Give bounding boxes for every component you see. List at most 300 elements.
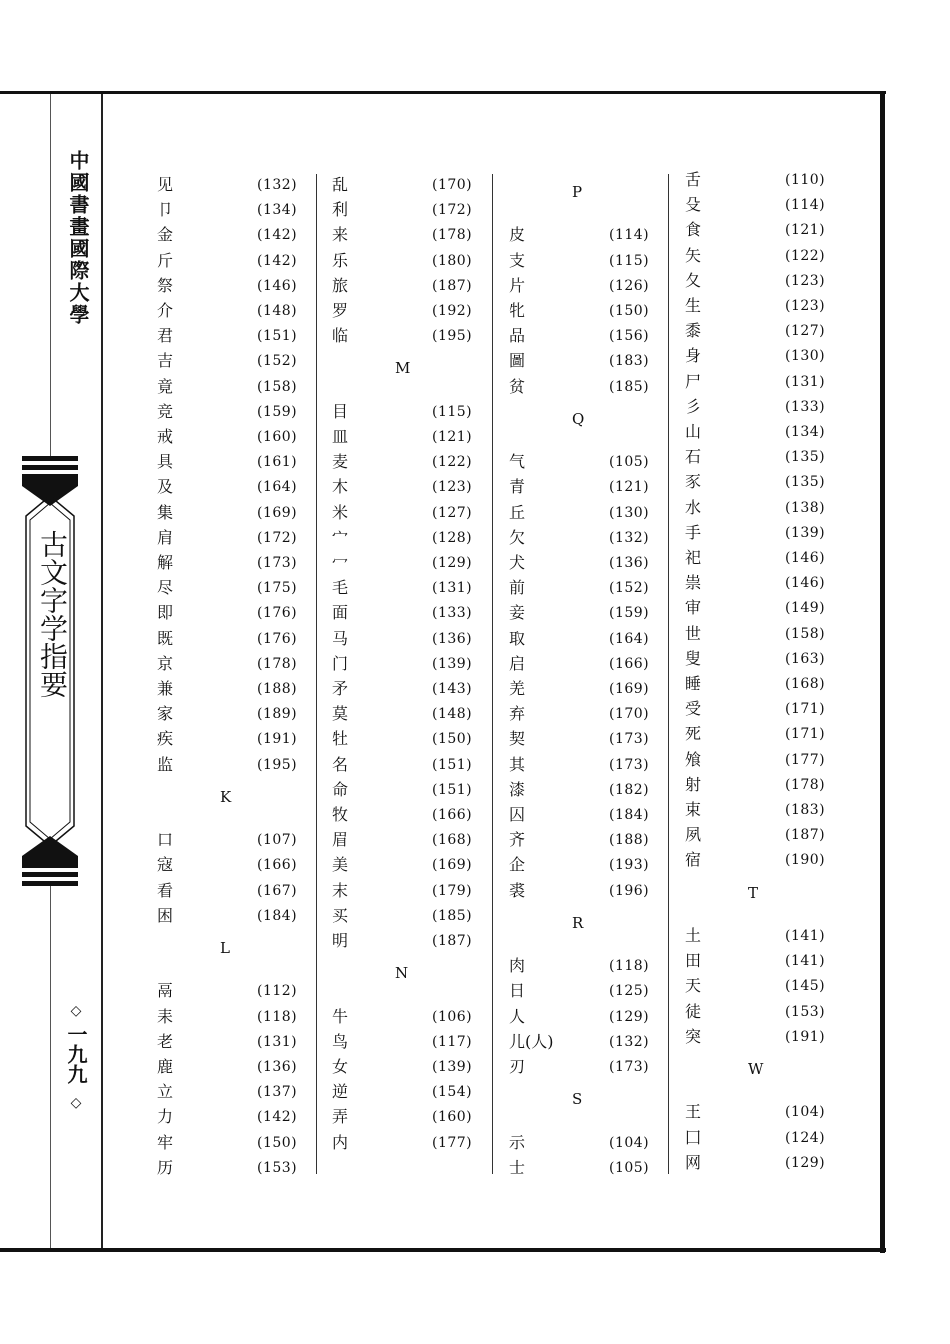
entry-character: 世	[685, 623, 702, 643]
index-entry	[685, 546, 835, 570]
index-entry	[685, 344, 835, 368]
entry-character: 斤	[157, 250, 174, 270]
entry-page-ref: (175)	[257, 580, 298, 597]
entry-character: 束	[685, 800, 702, 819]
entry-page-ref: (129)	[609, 1008, 650, 1025]
index-entry	[157, 1055, 307, 1079]
index-entry	[332, 778, 482, 802]
section-letter: R	[572, 913, 584, 932]
entry-page-ref: (160)	[257, 429, 298, 445]
index-entry	[509, 1131, 659, 1155]
entry-character: 圖	[509, 351, 526, 371]
index-entry	[332, 450, 482, 474]
index-entry	[332, 249, 482, 273]
entry-character: 京	[157, 653, 174, 673]
column-divider	[668, 174, 669, 1174]
entry-page-ref: (166)	[609, 655, 650, 672]
index-entry	[685, 949, 835, 973]
index-entry	[685, 193, 835, 217]
entry-page-ref: (118)	[257, 1008, 298, 1025]
entry-page-ref: (125)	[609, 983, 650, 1000]
entry-character: 弃	[509, 704, 526, 724]
index-entry	[509, 475, 659, 499]
entry-character: 生	[685, 296, 702, 315]
entry-character: 欠	[509, 527, 526, 547]
entry-character: 牝	[509, 301, 526, 320]
entry-page-ref: (164)	[257, 479, 298, 496]
page-frame-right	[880, 91, 885, 1253]
entry-page-ref: (171)	[785, 726, 826, 743]
index-entry	[685, 697, 835, 721]
index-entry	[509, 1156, 659, 1180]
index-entry	[157, 526, 307, 550]
entry-character: 飧	[685, 749, 702, 769]
index-entry	[157, 879, 307, 903]
index-entry	[332, 1080, 482, 1104]
index-entry	[332, 223, 482, 247]
index-entry	[332, 929, 482, 953]
entry-page-ref: (178)	[432, 227, 473, 244]
entry-page-ref: (150)	[432, 731, 473, 748]
index-entry	[509, 954, 659, 978]
index-entry	[685, 974, 835, 998]
entry-page-ref: (187)	[432, 933, 473, 949]
entry-character: 突	[685, 1026, 702, 1046]
entry-character: 金	[157, 225, 174, 245]
entry-character: 尸	[685, 371, 702, 391]
entry-character: 夂	[685, 270, 702, 290]
entry-page-ref: (188)	[257, 681, 298, 697]
entry-page-ref: (105)	[609, 454, 650, 471]
index-entry	[157, 249, 307, 273]
index-entry	[157, 198, 307, 222]
entry-page-ref: (176)	[257, 605, 298, 622]
index-entry	[157, 979, 307, 1003]
index-entry	[332, 904, 482, 928]
index-entry	[332, 1105, 482, 1129]
index-entry	[332, 526, 482, 550]
index-entry	[157, 400, 307, 424]
entry-character: 利	[332, 200, 349, 220]
entry-character: 目	[332, 401, 349, 421]
index-entry	[157, 753, 307, 777]
entry-page-ref: (169)	[609, 681, 650, 697]
entry-character: 竞	[157, 401, 174, 421]
entry-character: 尽	[157, 578, 174, 598]
entry-character: 乱	[332, 175, 349, 194]
index-entry	[332, 753, 482, 777]
entry-page-ref: (132)	[609, 529, 650, 546]
entry-character: 漆	[509, 779, 526, 799]
index-entry	[509, 526, 659, 550]
index-entry	[509, 223, 659, 247]
entry-page-ref: (184)	[609, 807, 650, 823]
page-frame-bottom	[0, 1248, 886, 1252]
index-entry	[332, 551, 482, 575]
section-letter: K	[220, 787, 232, 806]
diamond-ornament-bottom: ◇	[70, 1095, 82, 1111]
publisher-name: 中國書畫國際大學	[66, 150, 90, 326]
index-entry	[509, 576, 659, 600]
entry-page-ref: (124)	[785, 1129, 826, 1146]
entry-character: 乐	[332, 250, 349, 270]
index-entry	[685, 1126, 835, 1150]
entry-character: 卩	[157, 200, 174, 220]
entry-character: 麦	[332, 452, 349, 472]
index-entry	[157, 1030, 307, 1054]
book-title: 古文字学指要	[36, 530, 69, 698]
index-entry	[685, 596, 835, 620]
entry-page-ref: (117)	[432, 1033, 473, 1050]
entry-page-ref: (149)	[785, 600, 826, 617]
entry-character: 审	[685, 598, 702, 618]
entry-character: 妾	[509, 603, 526, 623]
entry-character: 石	[685, 447, 702, 467]
index-entry	[332, 627, 482, 651]
entry-character: 寇	[157, 855, 174, 875]
entry-character: 吉	[157, 351, 174, 371]
index-entry	[157, 450, 307, 474]
index-entry	[332, 853, 482, 877]
entry-character: 契	[509, 729, 526, 749]
entry-character: 肉	[509, 956, 526, 976]
index-entry	[509, 249, 659, 273]
index-entry	[157, 727, 307, 751]
index-entry	[332, 702, 482, 726]
entry-page-ref: (138)	[785, 499, 826, 516]
index-entry	[509, 853, 659, 877]
entry-character: 启	[509, 653, 526, 673]
entry-page-ref: (196)	[609, 882, 650, 899]
entry-page-ref: (168)	[432, 832, 473, 849]
entry-page-ref: (107)	[257, 832, 298, 849]
index-entry	[685, 1151, 835, 1175]
entry-character: 历	[157, 1157, 174, 1177]
index-entry	[157, 853, 307, 877]
entry-page-ref: (170)	[609, 706, 650, 723]
entry-character: 门	[332, 653, 349, 673]
index-entry	[157, 475, 307, 499]
entry-character: 力	[157, 1107, 174, 1127]
index-entry	[157, 1156, 307, 1180]
entry-page-ref: (134)	[785, 424, 826, 440]
index-entry	[509, 627, 659, 651]
entry-character: 丘	[509, 502, 526, 522]
entry-character: 末	[332, 880, 349, 900]
index-entry	[332, 677, 482, 701]
entry-character: 死	[685, 724, 702, 744]
entry-character: 明	[332, 931, 349, 950]
entry-page-ref: (170)	[432, 177, 473, 193]
entry-character: 土	[685, 926, 702, 945]
index-entry	[157, 324, 307, 348]
index-entry	[332, 803, 482, 827]
entry-page-ref: (178)	[785, 776, 826, 793]
entry-page-ref: (152)	[609, 580, 650, 597]
index-entry	[685, 168, 835, 192]
index-entry	[332, 198, 482, 222]
entry-page-ref: (185)	[609, 378, 650, 395]
index-entry	[685, 496, 835, 520]
index-entry	[157, 1131, 307, 1155]
entry-character: 宿	[685, 850, 702, 870]
index-entry	[157, 1080, 307, 1104]
entry-page-ref: (193)	[609, 857, 650, 874]
index-entry	[332, 828, 482, 852]
entry-page-ref: (189)	[257, 706, 298, 723]
entry-page-ref: (131)	[432, 580, 473, 597]
entry-page-ref: (118)	[609, 958, 650, 975]
entry-character: 即	[157, 603, 174, 623]
entry-character: 其	[509, 754, 526, 774]
index-entry	[685, 848, 835, 872]
index-entry	[685, 470, 835, 494]
column-divider	[316, 174, 317, 1174]
index-entry	[332, 879, 482, 903]
entry-page-ref: (129)	[432, 555, 473, 571]
sidebar-border	[101, 94, 103, 1248]
page-number	[56, 998, 96, 1116]
entry-page-ref: (122)	[432, 454, 473, 471]
entry-page-ref: (146)	[785, 550, 826, 566]
index-entry	[157, 349, 307, 373]
entry-page-ref: (129)	[785, 1154, 826, 1171]
entry-character: 人	[509, 1006, 526, 1026]
entry-character: 毛	[332, 578, 349, 598]
index-entry	[509, 1030, 659, 1054]
index-entry	[685, 420, 835, 444]
entry-character: 裘	[509, 880, 526, 900]
index-entry	[332, 1131, 482, 1155]
entry-character: 黍	[685, 321, 702, 341]
index-entry	[157, 652, 307, 676]
index-entry	[685, 269, 835, 293]
index-entry	[685, 647, 835, 671]
index-entry	[685, 370, 835, 394]
index-entry	[509, 727, 659, 751]
entry-page-ref: (166)	[257, 857, 298, 874]
entry-page-ref: (151)	[432, 756, 473, 773]
entry-character: 买	[332, 905, 349, 925]
entry-page-ref: (114)	[609, 227, 650, 244]
entry-character: 祀	[685, 548, 702, 567]
entry-page-ref: (141)	[785, 928, 826, 944]
index-entry	[157, 576, 307, 600]
entry-character: 前	[509, 578, 526, 598]
entry-page-ref: (183)	[609, 353, 650, 370]
entry-character: 矛	[332, 679, 349, 698]
index-entry	[332, 173, 482, 197]
index-entry	[509, 979, 659, 1003]
entry-character: 肩	[157, 527, 174, 547]
entry-page-ref: (139)	[785, 524, 826, 541]
entry-character: 木	[332, 477, 349, 497]
index-entry	[332, 400, 482, 424]
section-letter: S	[572, 1090, 583, 1109]
entry-character: 王	[685, 1102, 702, 1122]
entry-character: 犬	[509, 553, 526, 572]
index-entry	[157, 274, 307, 298]
entry-page-ref: (127)	[432, 504, 473, 521]
entry-character: 牧	[332, 805, 349, 824]
entry-character: 徒	[685, 1001, 702, 1021]
index-entry	[157, 677, 307, 701]
index-entry	[157, 551, 307, 575]
index-entry	[157, 375, 307, 399]
entry-character: 受	[685, 699, 702, 719]
entry-page-ref: (177)	[432, 1134, 473, 1151]
entry-page-ref: (146)	[257, 277, 298, 294]
entry-page-ref: (145)	[785, 978, 826, 995]
entry-page-ref: (183)	[785, 802, 826, 818]
entry-character: 鸟	[332, 1031, 349, 1051]
index-entry	[685, 521, 835, 545]
entry-character: 羌	[509, 679, 526, 698]
index-entry	[509, 879, 659, 903]
entry-character: 米	[332, 502, 349, 522]
section-letter: W	[748, 1060, 764, 1078]
entry-page-ref: (123)	[785, 298, 826, 314]
entry-page-ref: (180)	[432, 252, 473, 269]
entry-character: 女	[332, 1057, 349, 1076]
entry-character: 取	[509, 628, 526, 648]
entry-page-ref: (152)	[257, 353, 298, 370]
entry-character: 面	[332, 603, 349, 623]
index-entry	[685, 798, 835, 822]
entry-character: 莫	[332, 704, 349, 724]
entry-character: 见	[157, 175, 174, 194]
entry-page-ref: (182)	[609, 781, 650, 798]
entry-page-ref: (160)	[432, 1109, 473, 1126]
entry-page-ref: (142)	[257, 252, 298, 269]
entry-page-ref: (173)	[609, 756, 650, 773]
index-entry	[685, 571, 835, 595]
entry-character: 夙	[685, 825, 702, 845]
entry-page-ref: (156)	[609, 328, 650, 345]
index-entry	[157, 173, 307, 197]
section-letter: P	[572, 183, 583, 201]
index-entry	[332, 299, 482, 323]
entry-character: 兼	[157, 679, 174, 698]
index-entry	[509, 1005, 659, 1029]
entry-page-ref: (142)	[257, 1109, 298, 1126]
entry-character: 牡	[332, 729, 349, 749]
index-entry	[509, 375, 659, 399]
entry-character: 疾	[157, 729, 174, 749]
entry-page-ref: (115)	[432, 403, 473, 420]
entry-page-ref: (154)	[432, 1084, 473, 1101]
entry-character: 介	[157, 301, 174, 320]
entry-page-ref: (137)	[257, 1084, 298, 1101]
entry-character: 品	[509, 326, 526, 346]
index-entry	[509, 601, 659, 625]
entry-character: 日	[509, 981, 526, 1001]
entry-character: 田	[685, 951, 702, 971]
entry-page-ref: (195)	[257, 756, 298, 773]
index-entry	[509, 702, 659, 726]
entry-page-ref: (168)	[785, 676, 826, 692]
entry-character: 射	[685, 774, 702, 794]
entry-page-ref: (133)	[785, 398, 826, 415]
entry-character: 鬲	[157, 981, 174, 1001]
entry-page-ref: (130)	[785, 348, 826, 365]
entry-character: 看	[157, 880, 174, 900]
entry-character: 皿	[332, 427, 349, 446]
entry-page-ref: (190)	[785, 852, 826, 869]
index-entry	[685, 622, 835, 646]
entry-page-ref: (151)	[432, 781, 473, 798]
entry-page-ref: (128)	[432, 529, 473, 546]
index-entry	[332, 652, 482, 676]
entry-character: 旅	[332, 275, 349, 295]
index-entry	[157, 904, 307, 928]
entry-character: 马	[332, 628, 349, 648]
entry-character: 口	[157, 830, 174, 850]
entry-page-ref: (104)	[609, 1134, 650, 1151]
entry-character: 来	[332, 225, 349, 245]
entry-page-ref: (143)	[432, 681, 473, 697]
entry-page-ref: (173)	[609, 731, 650, 748]
index-entry	[157, 627, 307, 651]
entry-page-ref: (184)	[257, 907, 298, 924]
index-entry	[685, 672, 835, 696]
entry-character: 解	[157, 553, 174, 572]
page-number-text: 一九九	[64, 1024, 88, 1084]
index-entry	[332, 425, 482, 449]
entry-character: 片	[509, 275, 526, 295]
entry-page-ref: (169)	[432, 857, 473, 874]
entry-page-ref: (114)	[785, 197, 826, 214]
entry-page-ref: (105)	[609, 1159, 650, 1176]
entry-page-ref: (130)	[609, 504, 650, 521]
index-entry	[685, 924, 835, 948]
entry-page-ref: (153)	[257, 1159, 298, 1176]
entry-character: 老	[157, 1031, 174, 1051]
entry-character: 祟	[685, 573, 702, 593]
entry-character: 弄	[332, 1107, 349, 1127]
entry-page-ref: (134)	[257, 202, 298, 219]
entry-page-ref: (135)	[785, 449, 826, 466]
entry-page-ref: (121)	[432, 429, 473, 445]
entry-character: 及	[157, 477, 174, 497]
entry-character: 士	[509, 1157, 526, 1177]
entry-page-ref: (178)	[257, 655, 298, 672]
entry-character: 手	[685, 522, 702, 542]
entry-character: 祭	[157, 275, 174, 295]
index-entry	[685, 722, 835, 746]
page-frame-top	[0, 91, 886, 94]
entry-page-ref: (132)	[257, 177, 298, 193]
diamond-ornament-top: ◇	[70, 1003, 82, 1019]
entry-page-ref: (195)	[432, 328, 473, 345]
index-entry	[157, 601, 307, 625]
index-entry	[509, 324, 659, 348]
entry-page-ref: (164)	[609, 630, 650, 647]
entry-page-ref: (136)	[257, 1059, 298, 1075]
entry-character: 食	[685, 220, 702, 240]
index-entry	[685, 445, 835, 469]
entry-page-ref: (104)	[785, 1104, 826, 1121]
entry-character: 名	[332, 754, 349, 774]
index-entry	[509, 803, 659, 827]
index-entry	[509, 652, 659, 676]
entry-character: 戒	[157, 427, 174, 446]
entry-character: 青	[509, 477, 526, 497]
entry-page-ref: (169)	[257, 504, 298, 521]
index-entry	[685, 1000, 835, 1024]
entry-character: 监	[157, 754, 174, 774]
index-entry	[509, 501, 659, 525]
